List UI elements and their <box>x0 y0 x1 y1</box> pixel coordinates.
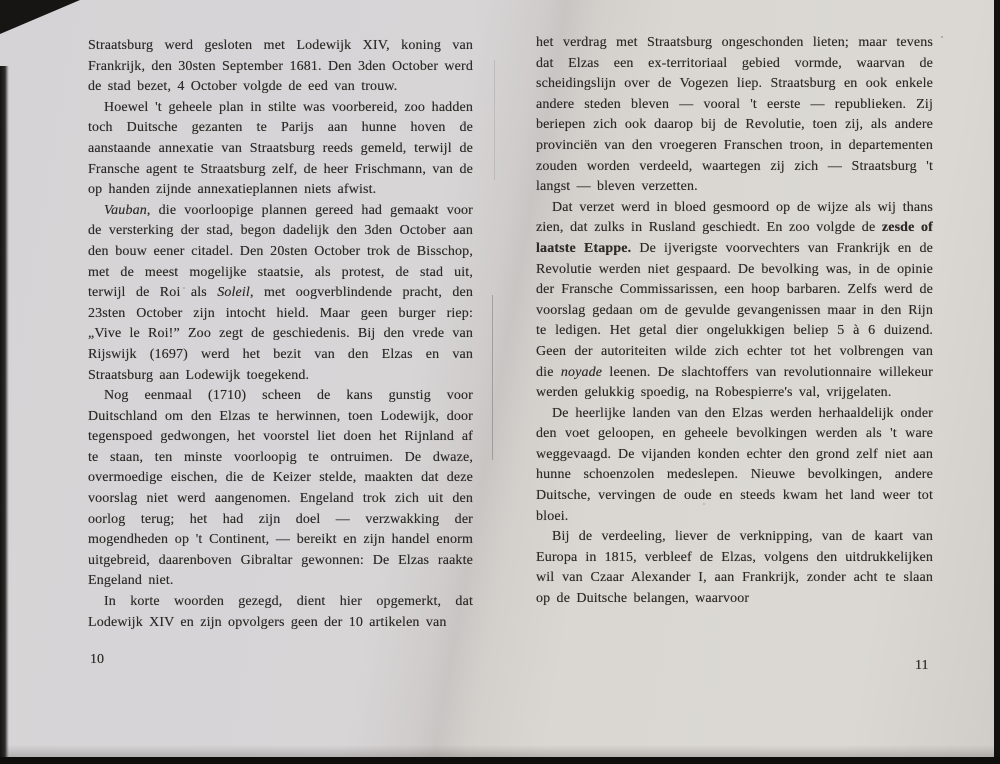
paragraph-text-italic: Vauban <box>104 202 147 218</box>
paragraph-text: , met oogverblindende pracht, den 23sten October zijn intocht hield. Maar geen burger riep: „Vive le Roi!” Zoo zegt de geschiedenis. Bij den vrede van Rijswijk (1697) werd het bezit van den Elzas en van Straatsburg aan Lodewijk toegekend. <box>88 285 473 383</box>
paragraph <box>536 33 933 198</box>
scan-edge-left <box>0 66 9 757</box>
paragraph <box>536 527 933 609</box>
paragraph <box>88 386 473 592</box>
paragraph <box>88 98 473 201</box>
paragraph-text: Hoewel 't geheele plan in stilte was voorbereid, zoo hadden toch Duitsche gezanten te Parijs aan hunne hoven de aanstaande annexatie van Straatsburg reeds gemeld, terwijl de Fransche agent te Straatsburg zelf, de heer Frischmann, van de op handen zijnde annexatieplannen niets afwist. <box>88 99 473 198</box>
paragraph-text: leenen. De slachtoffers van revolutionnaire willekeur werden gelukkig spoedig, na Robespierre's val, vrijgelaten. <box>536 364 933 401</box>
paragraph-text: Straatsburg werd gesloten met Lodewijk XIV, koning van Frankrijk, den 30sten September 1681. Den 3den October werd de stad bezet, 4 October volgde de eed van trouw. <box>88 38 474 95</box>
paragraph-text: De ijverigste voorvechters van Frankrijk en de Revolutie werden niet gespaard. De bevolking was, in de opinie der Fransche Commissarissen, een hoop barbaren. Zelfs werd de voorslag gedaan om de gevulde gevangenissen maar in den Rijn te ledigen. Het getal dier ongelukkigen beliep 5 à 6 duizend. Geen der autoriteiten wilde zich echter tot het volbrengen van die <box>536 240 933 380</box>
page-number-right: 11 <box>915 658 929 673</box>
paragraph-text: Dat verzet werd in bloed gesmoord op de wijze als wij thans zien, dat zulks in Rusland geschiedt. En zoo volgde de <box>536 199 933 236</box>
paragraph-text: In korte woorden gezegd, dient hier opgemerkt, dat Lodewijk XIV en zijn opvolgers geen der 10 artikelen van <box>88 594 473 630</box>
page-right-text <box>536 33 933 610</box>
paragraph <box>88 36 473 98</box>
paragraph <box>536 404 933 528</box>
paragraph-text-italic: noyade <box>560 364 603 380</box>
paragraph-text: , die voorloopige plannen gereed had gemaakt voor de versterking der stad, begon dadelijk den 3den October aan den bouw eener citadel. Den 20sten October trok de Bisschop, met de meest mogelijke staatsie, als protest, de stad uit, terwijl de Roi als <box>88 202 473 301</box>
scan-edge-bottom <box>0 757 1000 764</box>
page-left-text <box>88 36 473 633</box>
paragraph-text: Bij de verdeeling, liever de verknipping, van de kaart van Europa in 1815, verbleef de Elzas, volgens den uitdrukkelijken wil van Czaar Alexander I, aan Frankrijk, zonder acht te slaan op de Duitsche belangen, waarvoor <box>536 529 933 607</box>
paragraph-text: De heerlijke landen van den Elzas werden herhaaldelijk onder den voet geloopen, en geheele bevolkingen werden als 't ware weggevaagd. De vijanden konden echter den grond zelf niet aan hunne schoenzolen medeslepen. Nieuwe bevolkingen, andere Duitsche, vervingen de oude en steeds kwam het land weer tot bloei. <box>536 405 933 524</box>
page-number-left: 10 <box>90 652 104 667</box>
paragraph-text: het verdrag met Straatsburg ongeschonden lieten; maar tevens dat Elzas een ex-territoriaal gebied vormde, waarvan de scheidingslijn over de Vogezen liep. Straatsburg en ook enkele andere steden bleven — vooral 't eerste — republieken. Zij beriepen zich ook daarop bij de Revolutie, toen zij, als andere provinciën van den vroegeren Franschen troon, in departementen zouden worden verdeeld, waartegen zij zich — Straatsburg 't langst — bleven verzetten. <box>536 35 933 195</box>
paragraph <box>88 201 473 386</box>
paragraph-text-italic: Soleil <box>217 285 250 301</box>
scan-edge-right <box>994 0 1000 764</box>
gutter-fold-crease-upper <box>494 60 495 180</box>
bottom-page-shadow <box>0 745 1000 757</box>
paragraph <box>536 198 933 404</box>
gutter-fold-crease <box>492 295 493 460</box>
paragraph <box>88 592 473 633</box>
paragraph-text-bold: zesde of laatste Etappe. <box>536 220 933 256</box>
paragraph-text: Nog eenmaal (1710) scheen de kans gunstig voor Duitschland om den Elzas te herwinnen, toen Lodewijk, door tegenspoed gedwongen, het voorstel liet doen het Rijnland af te staan, ten minste voorloopig te ontruimen. De dwaze, overmoedige eischen, die de Keizer stelde, maakten dat deze voorslag niet werd aangenomen. Engeland trok zich uit den oorlog terug; het had zijn doel — verzwakking der mogendheden op 't Continent, — bereikt en zijn handel enorm uitgebreid, daarenboven Gibraltar gewonnen: De Elzas raakte Engeland niet. <box>88 388 473 589</box>
